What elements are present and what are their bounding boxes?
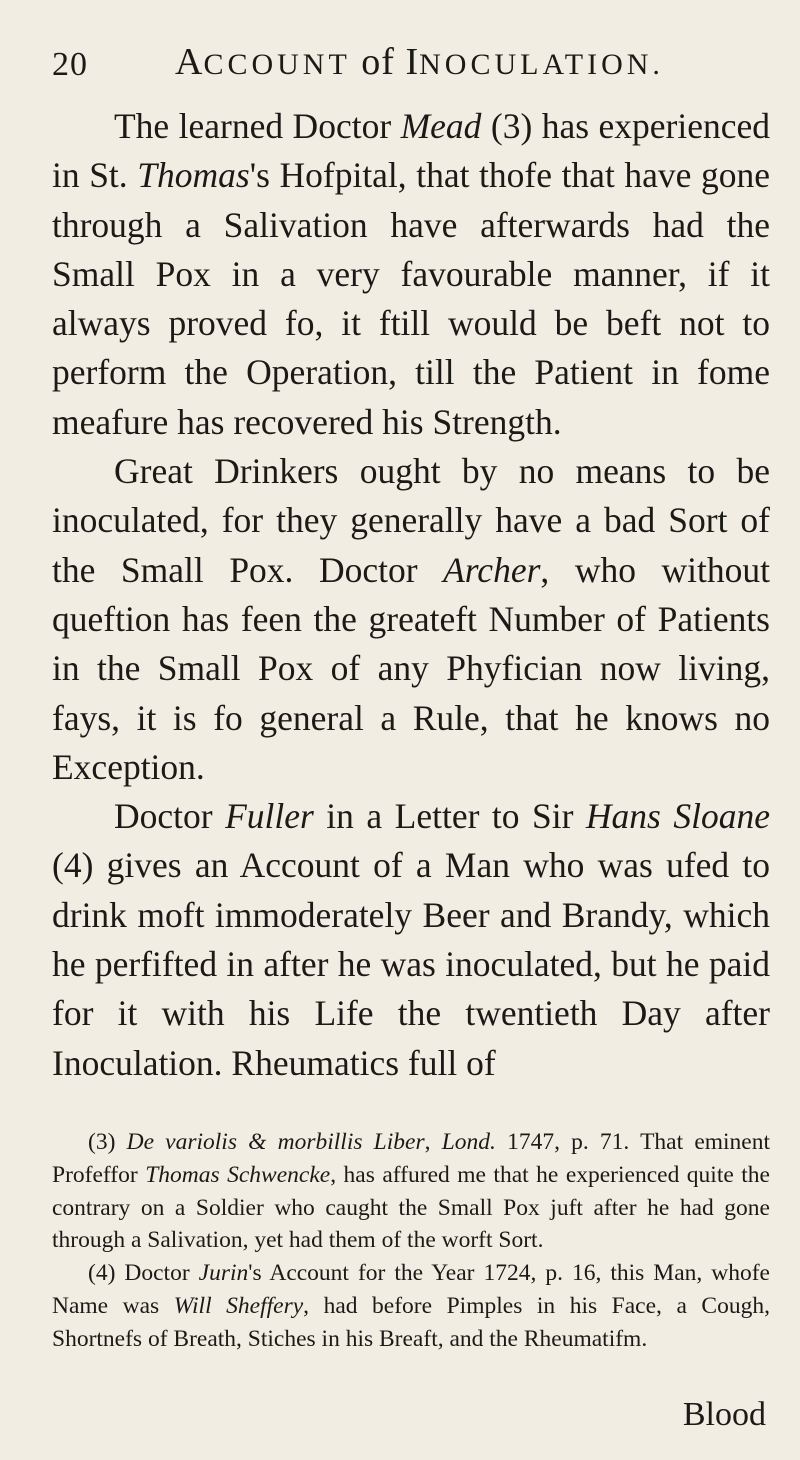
running-header: [52, 40, 752, 90]
paragraph-fuller: Doctor Fuller in a Letter to Sir Hans Sloane (4) gives an Account of a Man who was ufed to drink moft immoderately Beer and Brandy, which he perfifted in after he was inoculated, but he paid for it with his Life the twentieth Day after Inoculation. Rheumatics full of: [52, 796, 770, 1083]
footnote-3: (3) De variolis & morbillis Liber, Lond. 1747, p. 71. That eminent Profeffor Thomas Schwencke, has affured me that he experienced quite the contrary on a Soldier who caught the Small Pox juft after he had gone through a Salivation, yet had them of the worft Sort.: [52, 1129, 771, 1254]
footnote-4: (4) Doctor Jurin's Account for the Year 1724, p. 16, this Man, whofe Name was Will Sheffery, had before Pimples in his Face, a Cough, Shortnefs of Breath, Stiches in his Breaft, and the Rheumatifm.: [52, 1260, 770, 1352]
paragraph-drinkers: Great Drinkers ought by no means to be inoculated, for they generally have a bad Sort of the Small Pox. Doctor Archer, who without queftion has feen the greateft Number of Patients in the Small Pox of any Phyfician now living, fays, it is fo general a Rule, that he knows no Exception.: [52, 451, 770, 787]
body-text: [52, 102, 770, 1088]
catchword: Blood: [682, 1396, 766, 1433]
footnotes: [52, 1126, 770, 1356]
running-title: ACCOUNT of INOCULATION.: [175, 41, 664, 83]
paragraph-mead: The learned Doctor Mead (3) has experienced in St. Thomas's Hofpital, that thofe that have gone through a Salivation have afterwards had the Small Pox in a very favourable manner, if it always proved fo, it ftill would be beft not to perform the Operation, till the Patient in fome meafure has recovered his Strength.: [52, 106, 770, 442]
page-number: 20: [52, 46, 88, 83]
